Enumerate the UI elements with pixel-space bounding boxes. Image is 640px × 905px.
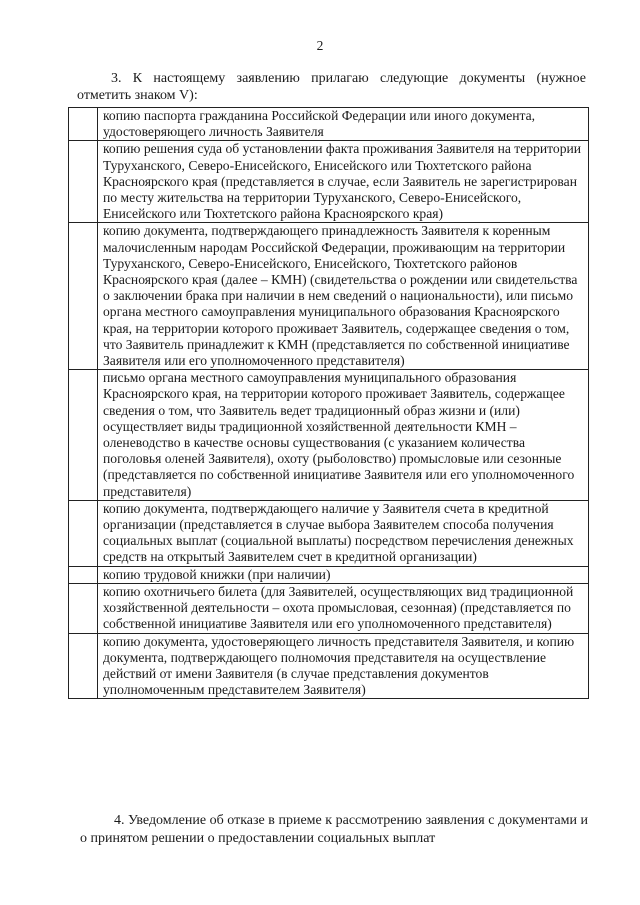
document-checkbox[interactable] <box>69 108 98 141</box>
document-checkbox[interactable] <box>69 500 98 566</box>
document-checkbox[interactable] <box>69 566 98 583</box>
document-checkbox[interactable] <box>69 583 98 633</box>
document-text: письмо органа местного самоуправления муниципального образования Красноярского края, на территории которого проживает Заявитель, содержащее сведения о том, что Заявитель ведет традиционный образ жизни и (или) осуществляет виды традиционной хозяйственной деятельности КМН – оленеводство в качестве основы существования (с указанием количества поголовья оленей Заявителя), охоту (рыболовство) промысловые или сезонные (представляется по собственной инициативе Заявителя или его уполномоченного представителя) <box>98 370 589 501</box>
document-row <box>69 583 589 633</box>
document-row <box>69 370 589 501</box>
documents-table <box>68 107 589 699</box>
document-text: копию решения суда об установлении факта проживания Заявителя на территории Туруханского, Северо-Енисейского, Енисейского или Тюхтетского района Красноярского края (представляется в случае, если Заявитель не зарегистрирован по месту жительства на территории Туруханского, Северо-Енисейского, Енисейского или Тюхтетского района Красноярского края) <box>98 141 589 223</box>
document-text: копию документа, подтверждающего принадлежность Заявителя к коренным малочисленным народам Российской Федерации, проживающим на территории Туруханского, Северо-Енисейского, Енисейского, Тюхтетского районов Красноярского края (далее – КМН) (свидетельства о рождении или свидетельства о заключении брака при наличии в нем сведений о национальности), или письмо органа местного самоуправления муниципального образования Красноярского края, на территории которого проживает Заявитель, содержащее сведения о том, что Заявитель принадлежит к КМН (представляется по собственной инициативе Заявителя или его уполномоченного представителя) <box>98 223 589 370</box>
document-row <box>69 108 589 141</box>
document-row <box>69 223 589 370</box>
document-row <box>69 141 589 223</box>
page-number: 2 <box>316 38 324 53</box>
document-checkbox[interactable] <box>69 633 98 699</box>
document-text: копию документа, подтверждающего наличие у Заявителя счета в кредитной организации (представляется в случае выбора Заявителем способа получения социальных выплат (социальной выплаты) посредством перечисления денежных средств на открытый Заявителем счет в кредитной организации) <box>98 500 589 566</box>
document-row <box>69 500 589 566</box>
document-text: копию паспорта гражданина Российской Федерации или иного документа, удостоверяющего личность Заявителя <box>98 108 589 141</box>
document-checkbox[interactable] <box>69 223 98 370</box>
document-row <box>69 633 589 699</box>
document-text: копию трудовой книжки (при наличии) <box>98 566 589 583</box>
document-row <box>69 566 589 583</box>
notification-paragraph: 4. Уведомление об отказе в приеме к рассмотрению заявления с документами и о принятом решении о предоставлении социальных выплат <box>80 813 588 846</box>
document-text: копию охотничьего билета (для Заявителей, осуществляющих вид традиционной хозяйственной деятельности – охота промысловая, сезонная) (представляется по собственной инициативе Заявителя или его уполномоченного представителя) <box>98 583 589 633</box>
document-text: копию документа, удостоверяющего личность представителя Заявителя, и копию документа, подтверждающего полномочия представителя на осуществление действий от имени Заявителя (в случае представления документов уполномоченным представителем Заявителя) <box>98 633 589 699</box>
document-checkbox[interactable] <box>69 141 98 223</box>
intro-paragraph: 3. К настоящему заявлению прилагаю следующие документы (нужное отметить знаком V): <box>77 71 586 103</box>
document-checkbox[interactable] <box>69 370 98 501</box>
